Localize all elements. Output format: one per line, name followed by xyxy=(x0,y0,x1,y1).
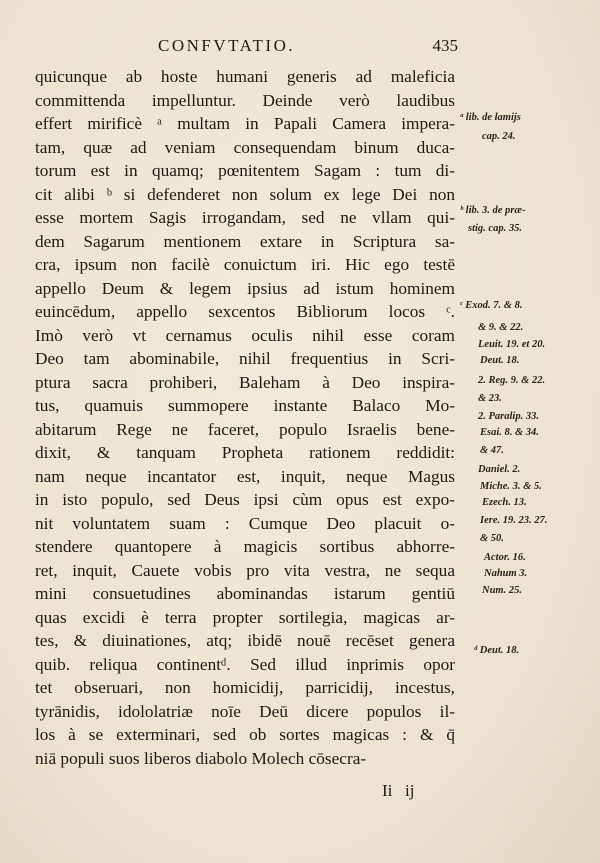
margin-note: 2. Paralip. 33. xyxy=(478,411,539,422)
text-line: tet obseruari, non homicidij, parricidij, incestus, xyxy=(35,678,455,697)
text-line: ret, inquit, Cauete vobis pro vita vestra, ne sequa xyxy=(35,560,455,580)
text-line: los à se exterminari, sed ob sortes magicas : & q̄ xyxy=(35,725,455,744)
margin-note: ᵈ Deut. 18. xyxy=(474,645,520,656)
margin-note: & 23. xyxy=(478,393,502,404)
text-line: quas excidi è terra propter sortilegia, magicas ar- xyxy=(35,607,455,627)
margin-note: & 47. xyxy=(480,445,504,456)
page-number: 435 xyxy=(432,36,458,55)
margin-note: Nahum 3. xyxy=(484,568,528,579)
margin-note: Iere. 19. 23. 27. xyxy=(480,515,548,526)
margin-note: Miche. 3. & 5. xyxy=(480,481,542,492)
margin-note: ᵇ lib. 3. de præ- xyxy=(460,205,526,216)
text-line: ptura sacra prohiberi, Baleham à Deo inspira- xyxy=(35,372,455,392)
main-text xyxy=(35,65,455,770)
text-line: tam, quæ ad veniam consequendam binum duca- xyxy=(35,137,455,157)
text-line: committenda impelluntur. Deinde verò laudibus xyxy=(35,90,455,110)
text-line: esse mortem Sagis irrogandam, sed ne vllam qui- xyxy=(35,208,455,227)
running-head: CONFVTATIO. xyxy=(158,36,296,55)
text-line: euincēdum, appello sexcentos Bibliorum locos ᶜ. xyxy=(35,302,455,321)
text-line: nit voluntatem suam : Cumque Deo placuit o- xyxy=(35,513,455,533)
text-line: quib. reliqua continentᵈ. Sed illud inprimis opor xyxy=(35,654,455,674)
margin-note: Num. 25. xyxy=(482,585,522,596)
text-line: torum est in quamq; pœnitentem Sagam : tum di- xyxy=(35,161,455,180)
text-line: nam neque incantator est, inquit, neque Magus xyxy=(35,466,455,486)
margin-note: Esai. 8. & 34. xyxy=(480,427,539,438)
margin-note: 2. Reg. 9. & 22. xyxy=(478,375,546,386)
text-line: in isto populo, sed Deus ipsi cùm opus est expo- xyxy=(35,490,455,509)
text-line: stendere quantopere à magicis sortibus abhorre- xyxy=(35,537,455,556)
margin-note: stig. cap. 35. xyxy=(468,223,522,234)
text-line: cit alibi ᵇ si defenderet non solum ex lege Dei non xyxy=(35,184,455,204)
catchword: Ii xyxy=(382,781,393,800)
text-line: dixit, & tanquam Propheta rationem reddidit: xyxy=(35,443,455,462)
text-line: Deo tam abominabile, nihil frequentius in Scri- xyxy=(35,349,455,368)
margin-note: Daniel. 2. xyxy=(478,464,521,475)
text-line: mini consuetudines abominandas istarum gentiū xyxy=(35,584,455,603)
text-line: tus, quamuis summopere instante Balaco Mo- xyxy=(35,396,455,415)
text-line: tes, & diuinationes, atq; ibidē nouē recēset genera xyxy=(35,631,455,650)
margin-note: cap. 24. xyxy=(482,131,516,142)
page-header xyxy=(158,36,458,60)
margin-note: ᶜ Exod. 7. & 8. xyxy=(460,300,523,311)
text-line: appello Deum & legem ipsius ad istum hominem xyxy=(35,278,455,298)
margin-note: & 50. xyxy=(480,533,504,544)
text-line: tyrānidis, idololatriæ noīe Deū dicere populos il- xyxy=(35,701,455,721)
margin-note: Deut. 18. xyxy=(480,355,520,366)
margin-note: Leuit. 19. et 20. xyxy=(478,339,546,350)
margin-note: & 9. & 22. xyxy=(478,322,524,333)
text-line: effert mirificè ᵃ multam in Papali Camera impera- xyxy=(35,114,455,133)
text-line: dem Sagarum mentionem extare in Scriptura sa- xyxy=(35,231,455,251)
signature-mark: ij xyxy=(405,781,415,800)
margin-note: Ezech. 13. xyxy=(482,497,527,508)
text-line: cra, ipsum non facilè conuictum iri. Hic ego testē xyxy=(35,255,455,274)
text-line: Imò verò vt cernamus oculis nihil esse coram xyxy=(35,325,455,345)
text-line: quicunque ab hoste humani generis ad maleficia xyxy=(35,67,455,86)
margin-note: ᵃ lib. de lamijs xyxy=(460,112,521,123)
text-line: niā populi suos liberos diabolo Molech cōsecra- xyxy=(35,748,367,768)
text-line: abitarum Rege ne faceret, populo Israelis bene- xyxy=(35,419,455,439)
margin-note: Actor. 16. xyxy=(484,552,526,563)
